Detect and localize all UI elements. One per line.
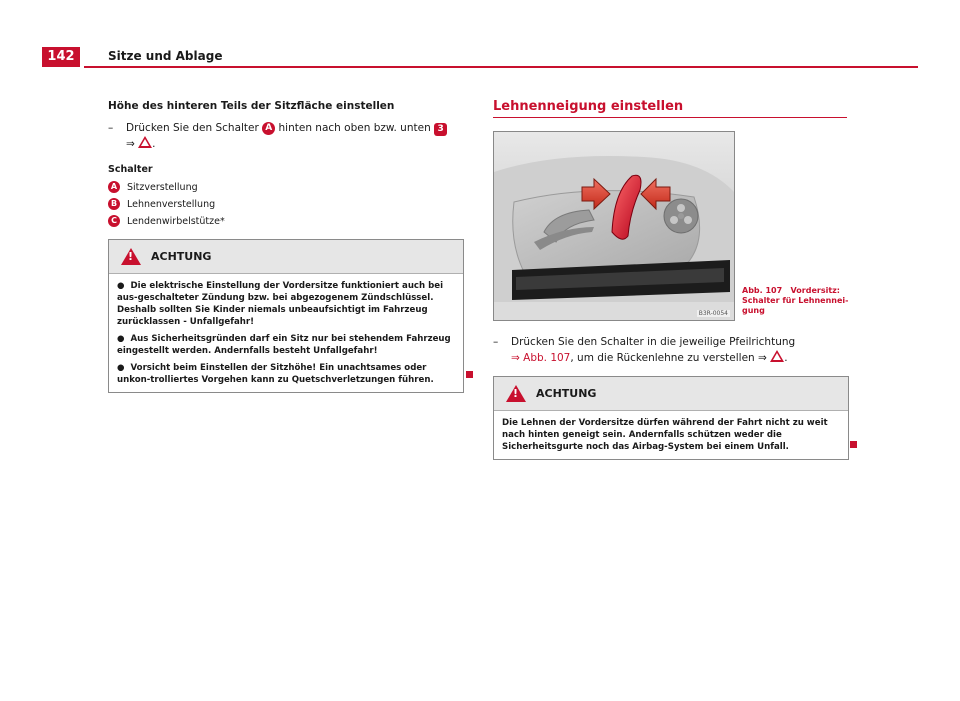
switch-key: B [108,198,120,210]
switch-legend-item [108,198,215,210]
step-dash: – [493,336,499,348]
warning-box [493,376,849,460]
warning-item: ● Vorsicht beim Einstellen der Sitzhöhe! Ein unachtsames oder unkon-trolliertes Vorgehen kann zu Quetschverletzungen führen. [117,363,434,385]
step-dash: – [108,122,114,134]
switch-legend-item [108,181,198,193]
step-period: . [152,138,156,150]
switch-label: Lehnenverstellung [127,198,216,210]
step-arrow: ⇒ [126,138,135,150]
switch-legend-title: Schalter [108,164,153,175]
subheading: Höhe des hinteren Teils der Sitzfläche einstellen [108,100,395,112]
section-title: Lehnenneigung einstellen [493,99,684,114]
warning-item: ● Die elektrische Einstellung der Vordersitze funktioniert auch bei aus-geschalteter Zündung bzw. bei abgezogenem Zündschlüssel. Deshalb sollten Sie Kinder niemals unbeaufsichtigt im Fahrzeug zurücklassen - Unfallgefahr! [117,281,444,327]
step-text-before: Drücken Sie den Schalter [126,122,259,134]
page-header-title: Sitze und Ablage [108,49,223,63]
callout-3-badge: 3 [434,123,447,136]
figure-caption-text: Vordersitz: Schalter für Lehnennei-gung [742,286,849,315]
switch-legend-item [108,215,225,227]
warning-body [109,274,463,392]
instruction-step [108,120,468,152]
warning-triangle-icon [138,136,152,148]
warning-title: ACHTUNG [151,250,212,263]
page-number: 142 [42,47,80,67]
seat-switch-illustration [494,132,734,320]
warning-header [109,240,463,274]
figure-reference-link[interactable]: ⇒ Abb. 107 [511,352,571,364]
switch-key: A [108,181,120,193]
section-rule [493,117,847,118]
switch-label: Lendenwirbelstütze* [127,215,225,227]
switch-key: C [108,215,120,227]
instruction-step [493,334,853,366]
header-rule [84,66,918,68]
warning-triangle-icon [121,248,141,265]
step-text-continued: , um die Rückenlehne zu verstellen ⇒ [570,352,767,364]
warning-triangle-icon [770,350,784,362]
seat-switch-figure [493,131,735,321]
step-period: . [784,352,788,364]
step-text: Drücken Sie den Schalter in die jeweilige Pfeilrichtung [511,336,796,348]
step-text-middle: hinten nach oben bzw. unten [278,122,431,134]
section-end-marker [850,441,857,448]
warning-header [494,377,848,411]
section-end-marker [466,371,473,378]
figure-caption [742,286,852,316]
figure-code: B3R-0054 [698,310,728,317]
warning-body [494,411,848,459]
switch-label: Sitzverstellung [127,181,198,193]
warning-item: ● Aus Sicherheitsgründen darf ein Sitz nur bei stehendem Fahrzeug eingestellt werden. Andernfalls besteht Unfallgefahr! [117,334,451,356]
warning-triangle-icon [506,385,526,402]
warning-box [108,239,464,393]
figure-caption-number: Abb. 107 [742,286,783,295]
warning-text: Die Lehnen der Vordersitze dürfen während der Fahrt nicht zu weit nach hinten geneigt sein. Andernfalls schützen weder die Sicherheitsgurte noch das Airbag-System bei einem Unfall. [502,418,828,452]
switch-a-badge: A [262,122,275,135]
warning-title: ACHTUNG [536,387,597,400]
